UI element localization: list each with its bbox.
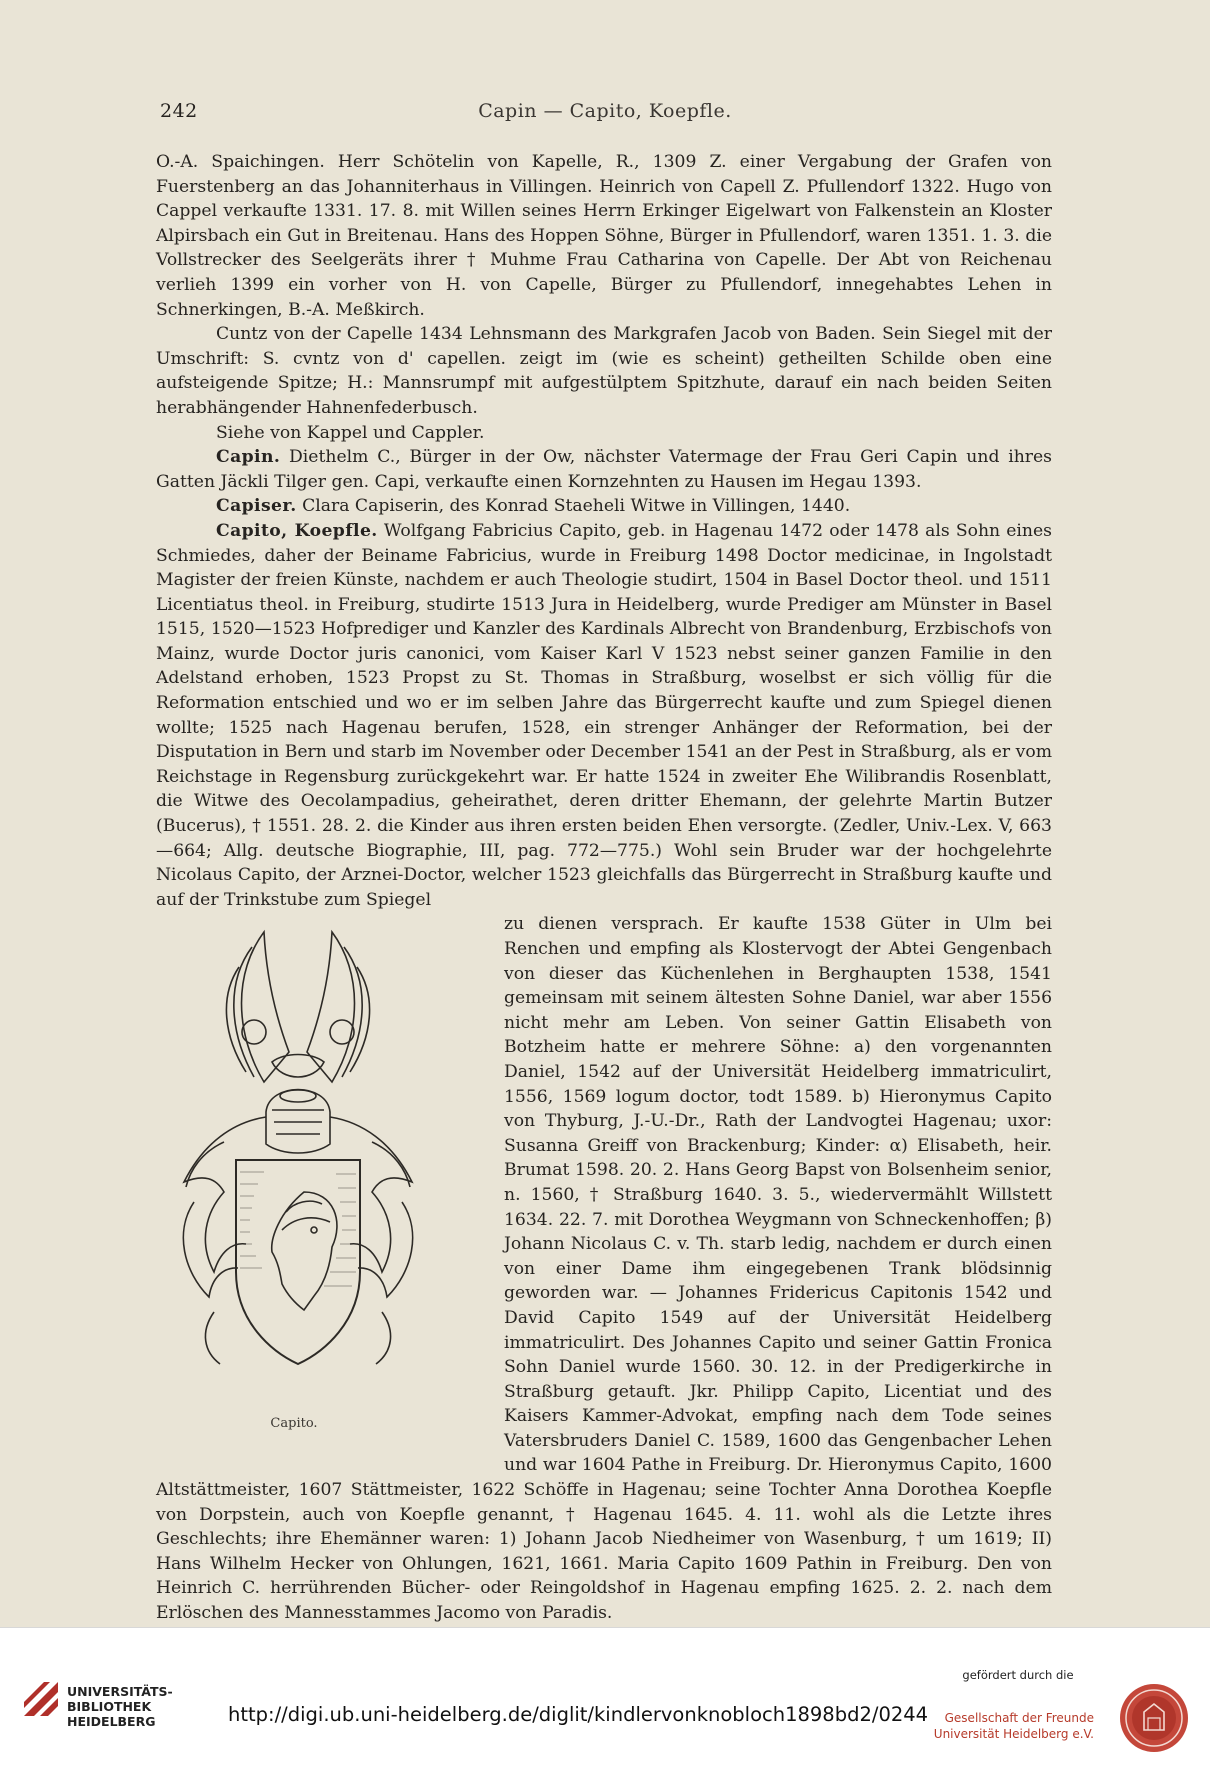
society-line-2: Universität Heidelberg e.V. [933, 1727, 1094, 1741]
entry-text: Diethelm C., Bürger in der Ow, nächster Vatermage der Frau Geri Capin und ihres Gatten Jäckli Tilger gen. Capi, verkaufte einen Kornzehnten zu Hausen im Hegau 1393. [156, 447, 1052, 492]
digitization-footer [0, 1627, 1210, 1778]
coat-of-arms-icon [154, 912, 454, 1412]
figure-caption: Capito. [270, 1416, 318, 1432]
entry-keyword: Capiser. [216, 496, 297, 517]
entry-capito [156, 519, 1052, 913]
paragraph-3-text: Siehe von Kappel und Cappler. [216, 422, 485, 443]
running-title: Capin — Capito, Koepfle. [478, 100, 732, 122]
library-name [67, 1684, 173, 1729]
coat-of-arms-figure [154, 912, 486, 1460]
paragraph-2-text: Cuntz von der Capelle 1434 Lehnsmann des Markgrafen Jacob von Baden. Sein Siegel mit der Umschrift: S. cvntz von d' capellen. zeigt im (wie es scheint) getheilten Schilde oben eine aufsteigende Spitze; H.: Mannsrumpf mit aufgestülptem Spitzhute, darauf ein nach beiden Seiten herabhängender Hahnenfederbusch. [156, 324, 1052, 418]
paragraph-3 [156, 421, 1052, 446]
sponsor-label: gefördert durch die [962, 1668, 1074, 1682]
page-number: 242 [160, 100, 198, 122]
entry-keyword: Capin. [216, 447, 281, 468]
entry-capin [156, 445, 1052, 494]
entry-capiser [156, 494, 1052, 519]
entry-text: Wolfgang Fabricius Capito, geb. in Hagenau 1472 oder 1478 als Sohn eines Schmiedes, daher der Beiname Fabricius, wurde in Freiburg 1498 Doctor medicinae, in Ingolstadt Magister der freien Künste, nachdem er auch Theologie studirt, 1504 in Basel Doctor theol. und 1511 Licentiatus theol. in Freiburg, studirte 1513 Jura in Heidelberg, wurde Prediger am Münster in Basel 1515, 1520—1523 Hofprediger und Kanzler des Kardinals Albrecht von Brandenburg, Erzbischofs von Mainz, wurde Doctor juris canonici, vom Kaiser Karl V 1523 nebst seiner ganzen Familie in den Adelstand erhoben, 1523 Propst zu St. Thomas in Straßburg, woselbst er sich völlig für die Reformation entschied und wo er im selben Jahre das Bürgerrecht kaufte und zum Spiegel dienen wollte; 1525 nach Hagenau berufen, 1528, ein strenger Anhänger der Reformation, bei der Disputation in Bern und starb im November oder December 1541 an der Pest in Straßburg, als er vom Reichstage in Regensburg zurückgekehrt war. Er hatte 1524 in zweiter Ehe Wilibrandis Rosenblatt, die Witwe des Oecolampadius, geheirathet, deren dritter Ehemann, der gelehrte Martin Butzer (Bucerus), † 1551. 28. 2. die Kinder aus ihren ersten beiden Ehen versorgte. (Zedler, Univ.-Lex. V, 663—664; Allg. deutsche Biographie, III, pag. 772—775.) Wohl sein Bruder war der hochgelehrte Nicolaus Capito, der Arznei-Doctor, welcher 1523 gleichfalls das Bürgerrecht in Straßburg kaufte und auf der Trinkstube zum Spiegel [156, 520, 1052, 910]
page-header [160, 100, 1050, 130]
university-seal-icon [1118, 1682, 1190, 1754]
paragraph-2 [156, 322, 1052, 420]
society-line-1: Gesellschaft der Freunde [944, 1711, 1094, 1725]
entry-keyword: Capito, Koepfle. [216, 520, 378, 541]
wrap-text: zu dienen versprach. Er kaufte 1538 Güter in Ulm bei Renchen und empfing als Klostervogt der Abtei Gengenbach von dieser das Küchenlehen in Berghaupten 1538, 1541 gemeinsam mit seinem ältesten Sohne Daniel, war aber 1556 nicht mehr am Leben. Von seiner Gattin Elisabeth von Botzheim hatte er mehrere Söhne: a) den vorgenannten Daniel, 1542 auf der Universität Heidelberg immatriculirt, 1556, 1569 logum doctor, todt 1589. b) Hieronymus Capito von Thyburg, J.-U.-Dr., Rath der Landvogtei Hagenau; uxor: Susanna Greiff von Brackenburg; Kinder: α) Elisabeth, heir. Brumat 1598. 20. 2. Hans Georg Bapst von Bolsenheim senior, n. 1560, † Straßburg 1640. 3. 5., wiedervermählt Willstett 1634. 22. 7. mit Dorothea Weygmann von Schneckenhoffen; β) Johann Nicolaus C. v. Th. starb ledig, nachdem er durch einen von einer Dame ihm eingegebenen Trank blödsinnig geworden war. — Johannes Fridericus Capitonis 1542 und David Capito 1549 auf der Universität Heidelberg immatriculirt. Des Johannes Capito und seiner Gattin Fronica Sohn Daniel wurde 1560. 30. 12. in der Predigerkirche in Straßburg getauft. Jkr. Philipp Capito, Licentiat und des Kaisers Kammer-Advokat, empfing nach dem Tode seines Vatersbruders Daniel C. 1589, 1600 das Gengenbacher Lehen und war 1604 Pathe in Freiburg. Dr. Hieronymus Capito, 1600 Altstättmeister, 1607 Stättmeister, 1622 Schöffe in Hagenau; seine Tochter Anna Dorothea Koepfle von Dorpstein, auch von Koepfle genannt, † Hagenau 1645. 4. 11. wohl als die Letzte ihres Geschlechts; ihre Ehemänner waren: 1) Johann Jacob Niedheimer von Wasenburg, † um 1619; II) Hans Wilhelm Hecker von Ohlungen, 1621, 1661. Maria Capito 1609 Pathin in Freiburg. Den von Heinrich C. herrührenden Bücher- oder Reingoldshof in Hagenau empfing 1625. 2. 2. nach dem Erlöschen des Mannesstammes Jacomo von Paradis. [156, 914, 1052, 1624]
body-text [156, 150, 1052, 1626]
society-name [914, 1710, 1094, 1742]
library-line-3: HEIDELBERG [67, 1714, 156, 1729]
permalink-url[interactable]: http://digi.ub.uni-heidelberg.de/diglit/kindlervonknobloch1898bd2/0244 [228, 1703, 929, 1726]
entry-capito-continued [156, 912, 1052, 1625]
university-library-logo-icon [20, 1678, 62, 1720]
entry-text: Clara Capiserin, des Konrad Staeheli Witwe in Villingen, 1440. [296, 496, 851, 517]
library-line-1: UNIVERSITÄTS- [67, 1684, 173, 1699]
library-line-2: BIBLIOTHEK [67, 1699, 152, 1714]
paragraph-1-text: O.-A. Spaichingen. Herr Schötelin von Kapelle, R., 1309 Z. einer Vergabung der Grafen von Fuerstenberg an das Johanniterhaus in Villingen. Heinrich von Capell Z. Pfullendorf 1322. Hugo von Cappel verkaufte 1331. 17. 8. mit Willen seines Herrn Erkinger Eigelwart von Falkenstein an Kloster Alpirsbach ein Gut in Breitenau. Hans des Hoppen Söhne, Bürger in Pfullendorf, waren 1351. 1. 3. die Vollstrecker des Seelgeräts ihrer † Muhme Frau Catharina von Capelle. Der Abt von Reichenau verlieh 1399 ein vorher von H. von Capelle, Bürger zu Pfullendorf, innegehabtes Lehen in Schnerkingen, B.-A. Meßkirch. [156, 152, 1052, 320]
paragraph-1 [156, 150, 1052, 322]
